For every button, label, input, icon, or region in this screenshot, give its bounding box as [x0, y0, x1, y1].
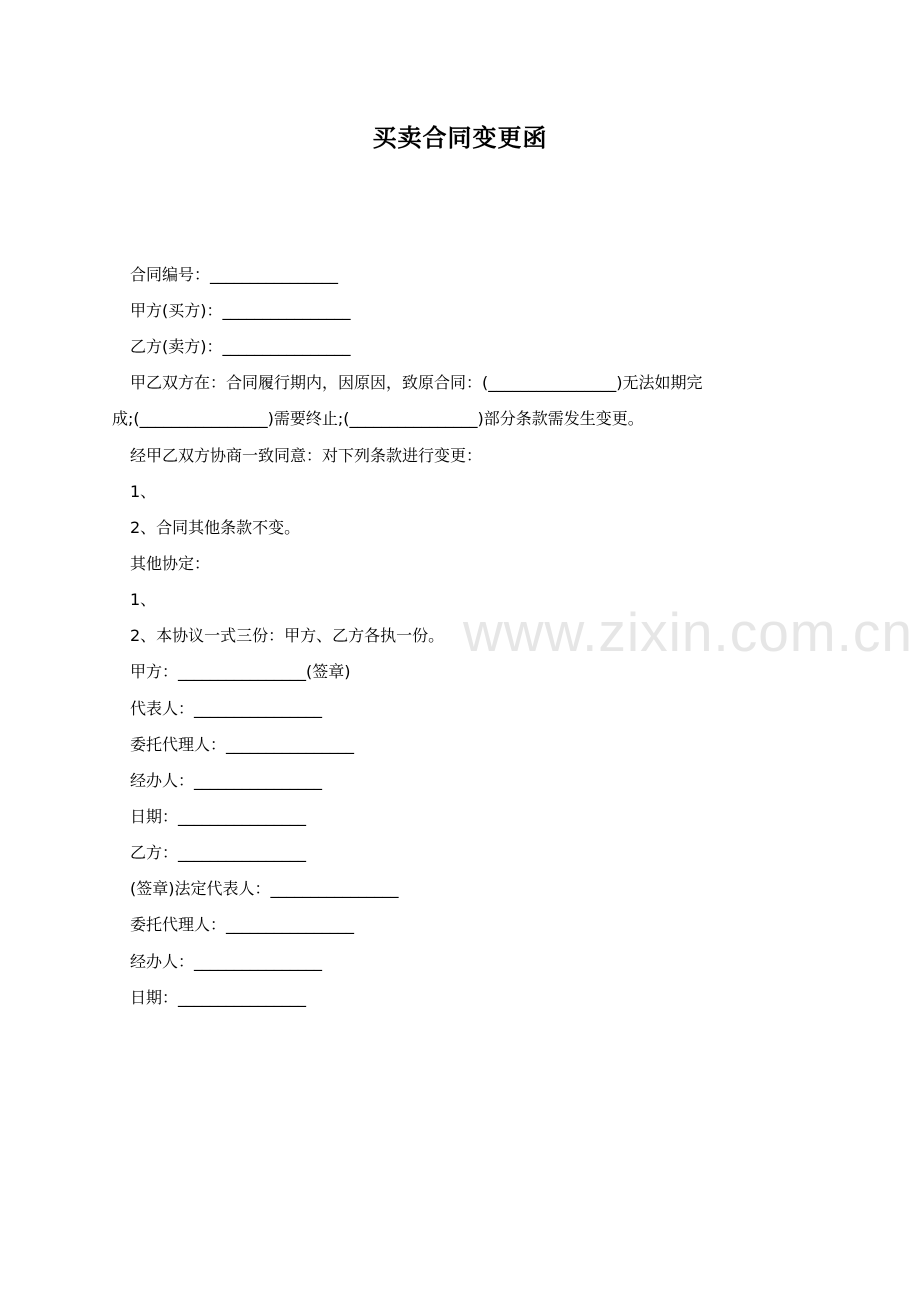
party-a-agent-field: 委托代理人：________________ [130, 735, 355, 754]
other-agreements-heading: 其他协定： [130, 554, 211, 573]
party-a-handler-field: 经办人：________________ [130, 771, 323, 790]
contract-number-field: 合同编号：________________ [130, 265, 339, 284]
watermark: www.zixin.com.cn [463, 601, 913, 663]
other-item-2: 2、本协议一式三份：甲方、乙方各执一份。 [130, 626, 445, 645]
other-item-1: 1、 [130, 590, 157, 609]
party-a-signature-field: 甲方：________________(签章) [130, 662, 351, 681]
change-item-2: 2、合同其他条款不变。 [130, 518, 301, 537]
party-a-date-field: 日期：________________ [130, 807, 307, 826]
party-b-field: 乙方：________________ [130, 843, 307, 862]
party-b-date-field: 日期：________________ [130, 988, 307, 1007]
change-item-1: 1、 [130, 482, 157, 501]
paragraph-reason-text-1: 甲乙双方在：合同履行期内，因原因，致原合同：(________________)无法如期完 [130, 373, 703, 392]
document-title: 买卖合同变更函 [372, 124, 548, 152]
party-b-legal-representative-field: (签章)法定代表人：________________ [130, 879, 399, 898]
paragraph-reason-line-1 [130, 372, 810, 394]
party-b-agent-field: 委托代理人：________________ [130, 915, 355, 934]
paragraph-reason-line-2: 成;(________________)需要终止;(________________)部分条款需发生变更。 [112, 409, 644, 428]
agreement-statement: 经甲乙双方协商一致同意：对下列条款进行变更： [130, 446, 483, 465]
party-b-seller-field: 乙方(卖方)：________________ [130, 337, 351, 356]
party-b-handler-field: 经办人：________________ [130, 952, 323, 971]
party-a-representative-field: 代表人：________________ [130, 699, 323, 718]
party-a-buyer-field: 甲方(买方)：________________ [130, 301, 351, 320]
